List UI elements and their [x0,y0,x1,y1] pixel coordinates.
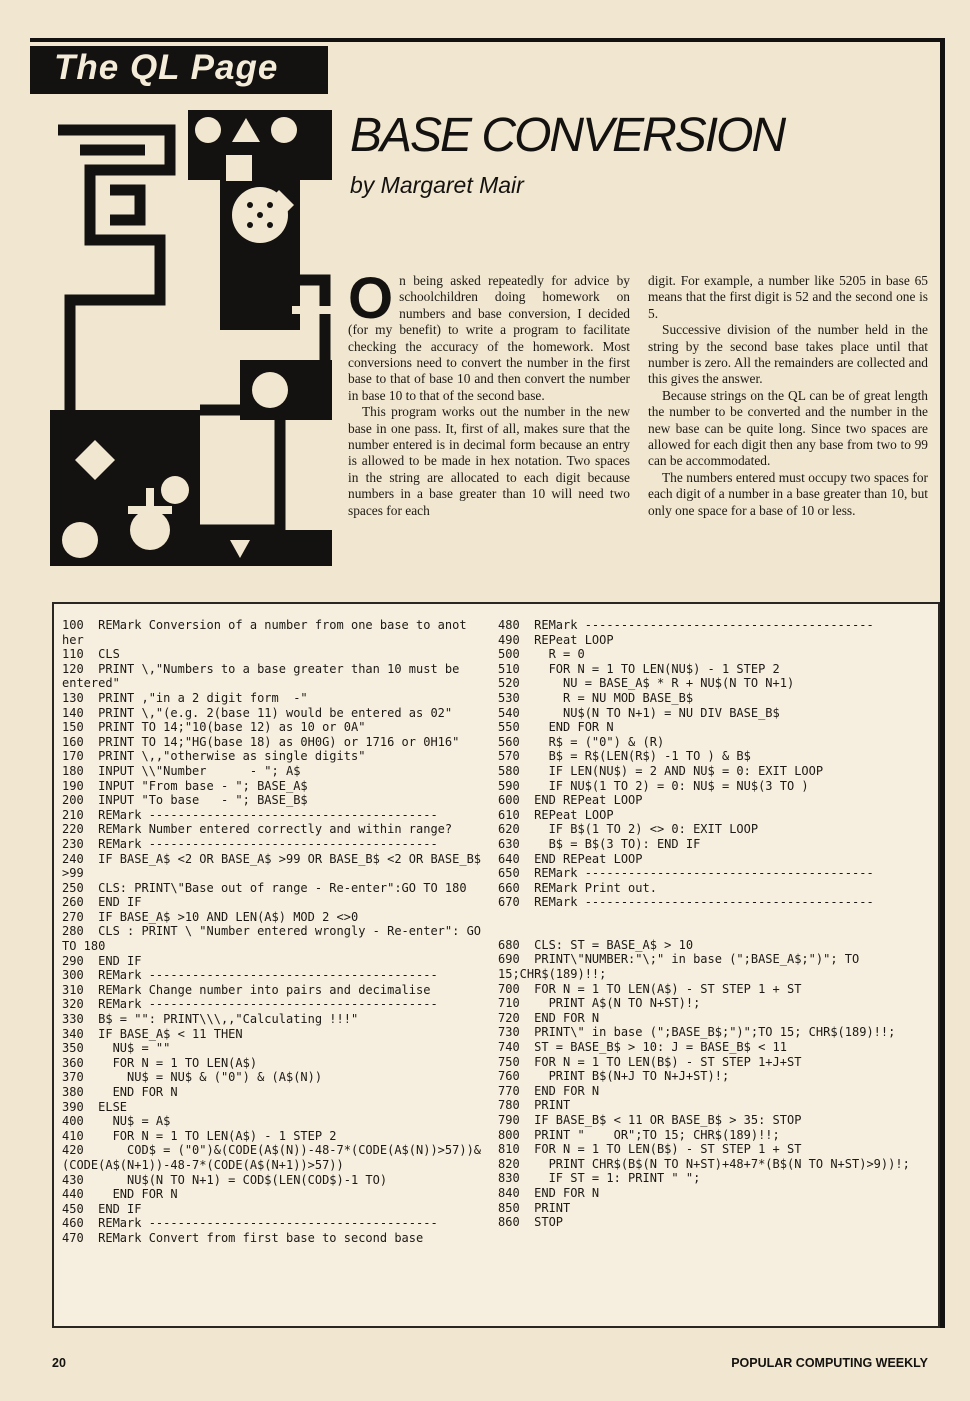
code-line: 630 B$ = B$(3 TO): END IF [498,836,701,851]
code-line: 400 NU$ = A$ [62,1114,171,1129]
code-line: 550 END FOR N [498,720,614,735]
code-line: 660 REMark Print out. [498,880,657,895]
code-line: 680 CLS: ST = BASE_A$ > 10 [498,937,694,952]
code-line: 470 REMark Convert from first base to second base [62,1230,424,1245]
code-line: 280 CLS : PRINT \ "Number entered wrongly - Re-enter": GO TO 180 [62,924,489,954]
article-paragraph: digit. For example, a number like 5205 in base 65 means that the first digit is 52 and the second one is 5. [648,273,928,321]
code-line: 520 NU = BASE_A$ * R + NU$(N TO N+1) [498,676,795,691]
code-line: 780 PRINT [498,1098,571,1113]
article-paragraph: This program works out the number in the new base in one pass. It, first of all, makes sure that the number entered is in decimal form because an entry is allowed to be made in hex notation. Two spaces in the string are allocated to each digit because numbers in a base greater than 10 will need two spaces for each [348,404,630,518]
code-line: 670 REMark ---------------------------------------- [498,895,874,910]
code-line: 720 END FOR N [498,1010,600,1025]
code-line: 580 IF LEN(NU$) = 2 AND NU$ = 0: EXIT LOOP [498,763,824,778]
code-line: 510 FOR N = 1 TO LEN(NU$) - 1 STEP 2 [498,661,780,676]
code-line: 410 FOR N = 1 TO LEN(A$) - 1 STEP 2 [62,1128,337,1143]
code-line: 500 R = 0 [498,647,585,662]
code-line: 100 REMark Conversion of a number from one base to anot her [62,618,474,647]
listing-right-column [498,618,930,1230]
code-line: 170 PRINT \,,"otherwise as single digits" [62,749,366,764]
code-line: 530 R = NU MOD BASE_B$ [498,690,694,705]
code-line: 480 REMark ---------------------------------------- [498,618,874,632]
code-line: 610 REPeat LOOP [498,807,614,822]
code-line: 570 B$ = R$(LEN(R$) -1 TO ) & B$ [498,749,751,764]
section-tab [30,46,328,94]
code-line: 690 PRINT\"NUMBER:"\;" in base (";BASE_A$;")"; TO 15;CHR$(189)!!; [498,952,867,982]
code-line: 350 NU$ = "" [62,1041,171,1056]
article-column-1 [348,266,630,519]
decorative-illustration [50,110,332,566]
code-line: 250 CLS: PRINT\"Base out of range - Re-enter":GO TO 180 [62,880,467,895]
page-number: 20 [52,1356,66,1370]
program-listing [52,602,940,1328]
code-line: 450 END IF [62,1201,142,1216]
publication-name: POPULAR COMPUTING WEEKLY [731,1356,928,1370]
code-line: 740 ST = BASE_B$ > 10: J = BASE_B$ < 11 [498,1040,787,1055]
code-line: 300 REMark ---------------------------------------- [62,968,438,983]
right-rule [940,38,945,1328]
code-line: 650 REMark ---------------------------------------- [498,866,874,881]
code-line: 560 R$ = ("0") & (R) [498,734,665,749]
code-line: 640 END REPeat LOOP [498,851,643,866]
article-paragraph: The numbers entered must occupy two spaces for each digit of a number in a base greater than 10, but only one space for a base of 10 or less. [648,469,928,518]
drop-cap: O [348,266,394,331]
paragraph-text: n being asked repeatedly for advice by schoolchildren doing homework on numbers and base conversion, I decided (for my benefit) to write a program to facilitate checking the accuracy of the homework. Most conversions need to convert the number in the first base to that of base 10 and then convert the number in base 10 to that of the second base. [348,273,630,403]
header-rule [30,38,945,42]
code-line: 810 FOR N = 1 TO LEN(B$) - ST STEP 1 + ST [498,1142,802,1157]
article-byline: by Margaret Mair [350,172,524,198]
code-line: 200 INPUT "To base - "; BASE_B$ [62,793,308,808]
code-line: 460 REMark ---------------------------------------- [62,1216,438,1231]
article-paragraph: Successive division of the number held in the string by the second base takes place until that number is zero. All the remainders are collected and this gives the answer. [648,322,928,387]
code-line: 540 NU$(N TO N+1) = NU DIV BASE_B$ [498,705,780,720]
section-title: The QL Page [54,48,279,87]
code-line: 440 END FOR N [62,1187,178,1202]
code-line: 700 FOR N = 1 TO LEN(A$) - ST STEP 1 + ST [498,981,802,996]
code-line: 120 PRINT \,"Numbers to a base greater than 10 must be entered" [62,661,467,691]
code-line: 320 REMark ---------------------------------------- [62,997,438,1012]
code-line: 430 NU$(N TO N+1) = COD$(LEN(COD$)-1 TO) [62,1172,388,1187]
code-line: 820 PRINT CHR$(B$(N TO N+ST)+48+7*(B$(N TO N+ST)>9))!; [498,1156,910,1171]
code-line: 190 INPUT "From base - "; BASE_A$ [62,778,308,793]
code-line: 340 IF BASE_A$ < 11 THEN [62,1026,243,1041]
code-line: 600 END REPeat LOOP [498,793,643,808]
code-line: 620 IF B$(1 TO 2) <> 0: EXIT LOOP [498,822,759,837]
code-line: 220 REMark Number entered correctly and within range? [62,822,453,837]
listing-left-column [62,618,492,1246]
code-line: 310 REMark Change number into pairs and decimalise [62,982,431,997]
code-line: 750 FOR N = 1 TO LEN(B$) - ST STEP 1+J+ST [498,1054,802,1069]
code-line: 360 FOR N = 1 TO LEN(A$) [62,1055,258,1070]
article-paragraph: Because strings on the QL can be of great length the number to be converted and the number in the new base can be quite long. Since two spaces are allowed for each digit then any base from two to 99 can be accommodated. [648,387,928,469]
code-line: 730 PRINT\" in base (";BASE_B$;")";TO 15; CHR$(189)!!; [498,1025,896,1040]
code-line: 230 REMark ---------------------------------------- [62,836,438,851]
code-line: 860 STOP [498,1215,564,1230]
code-line: 800 PRINT " OR";TO 15; CHR$(189)!!; [498,1127,780,1142]
code-line: 490 REPeat LOOP [498,632,614,647]
code-line: 790 IF BASE_B$ < 11 OR BASE_B$ > 35: STOP [498,1113,802,1127]
code-line: 370 NU$ = NU$ & ("0") & (A$(N)) [62,1070,323,1085]
article-paragraph [348,266,630,404]
code-line: 270 IF BASE_A$ >10 AND LEN(A$) MOD 2 <>0 [62,909,359,924]
code-line: 260 END IF [62,895,142,910]
code-line: 150 PRINT TO 14;"10(base 12) as 10 or 0A" [62,720,366,735]
code-line: 760 PRINT B$(N+J TO N+J+ST)!; [498,1069,730,1084]
code-line: 850 PRINT [498,1200,571,1215]
code-line: 590 IF NU$(1 TO 2) = 0: NU$ = NU$(3 TO ) [498,778,809,793]
listing-gap [498,910,930,938]
article-title: BASE CONVERSION [350,109,785,162]
code-line: 710 PRINT A$(N TO N+ST)!; [498,996,701,1011]
code-line: 390 ELSE [62,1099,128,1114]
code-line: 840 END FOR N [498,1185,600,1200]
code-line: 770 END FOR N [498,1083,600,1098]
code-line: 160 PRINT TO 14;"HG(base 18) as 0H0G) or 1716 or 0H16" [62,734,460,749]
article-column-2 [648,273,928,519]
code-line: 420 COD$ = ("0")&(CODE(A$(N))-48-7*(CODE(A$(N))>57))&(CODE(A$(N+1))-48-7*(CODE(A$(N+1))>57)) [62,1143,482,1172]
code-line: 330 B$ = "": PRINT\\\,,"Calculating !!!" [62,1012,359,1027]
code-line: 240 IF BASE_A$ <2 OR BASE_A$ >99 OR BASE_B$ <2 OR BASE_B$ >99 [62,851,489,881]
code-line: 210 REMark ---------------------------------------- [62,807,438,822]
code-line: 180 INPUT \\"Number - "; A$ [62,763,301,778]
code-line: 380 END FOR N [62,1085,178,1099]
code-line: 830 IF ST = 1: PRINT " "; [498,1171,701,1186]
code-line: 110 CLS [62,647,120,662]
code-line: 290 END IF [62,953,142,968]
code-line: 130 PRINT ,"in a 2 digit form -" [62,690,308,705]
code-line: 140 PRINT \,"(e.g. 2(base 11) would be entered as 02" [62,705,453,720]
